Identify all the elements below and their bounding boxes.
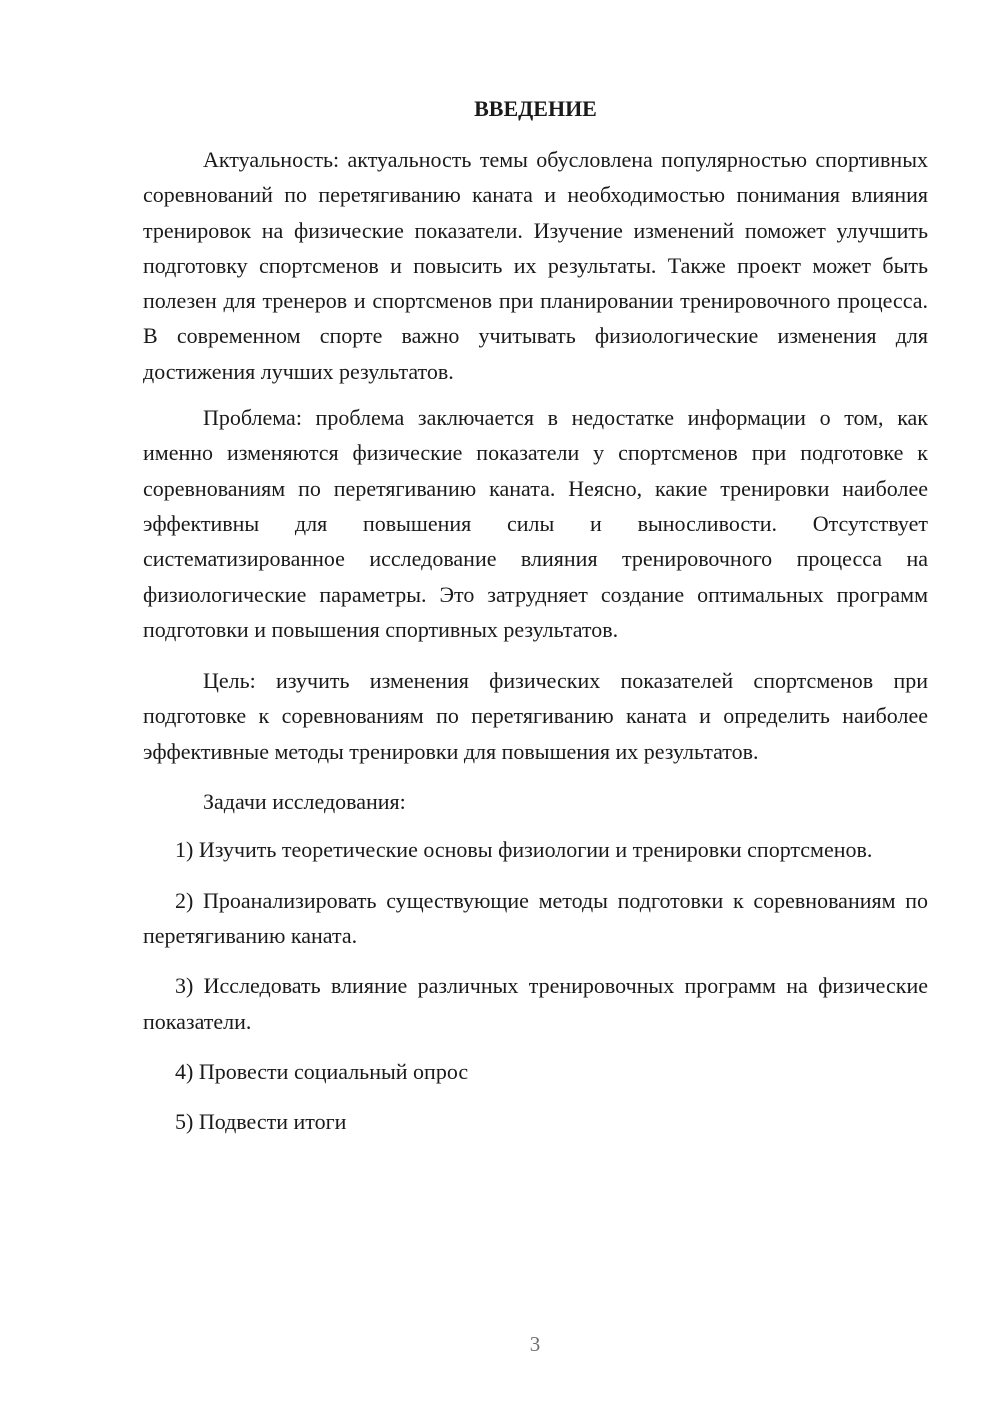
task-item-3: 3) Исследовать влияние различных тренировочных программ на физические показатели. bbox=[143, 973, 928, 1034]
task-item-5: 5) Подвести итоги bbox=[175, 1109, 347, 1135]
paragraph-relevance: Актуальность: актуальность темы обусловлена популярностью спортивных соревнований по перетягиванию каната и необходимостью понимания влияния тренировок на физические показатели. Изучение изменений поможет улучшить подготовку спортсменов и повысить их результаты. Также проект может быть полезен для тренеров и спортсменов при планировании тренировочного процесса. В современном спорте важно учитывать физиологические изменения для достижения лучших результатов. bbox=[143, 147, 928, 384]
task-item-2: 2) Проанализировать существующие методы подготовки к соревнованиям по перетягиванию каната. bbox=[143, 887, 928, 948]
page-content bbox=[143, 94, 928, 1139]
task-item-4: 4) Провести социальный опрос bbox=[175, 1058, 469, 1084]
paragraph-goal: Цель: изучить изменения физических показателей спортсменов при подготовке к соревнованиям по перетягиванию каната и определить наиболее эффективные методы тренировки для повышения их результатов. bbox=[143, 668, 928, 764]
page-title: ВВЕДЕНИЕ bbox=[474, 96, 597, 121]
tasks-heading: Задачи исследования: bbox=[203, 789, 406, 815]
task-item-1: 1) Изучить теоретические основы физиологии и тренировки спортсменов. bbox=[175, 837, 873, 863]
page-number: 3 bbox=[529, 1332, 541, 1356]
paragraph-problem: Проблема: проблема заключается в недостатке информации о том, как именно изменяются физические показатели у спортсменов при подготовке к соревнованиям по перетягиванию каната. Неясно, какие тренировки наиболее эффективны для повышения силы и выносливости. Отсутствует систематизированное исследование влияния тренировочного процесса на физиологические параметры. Это затрудняет создание оптимальных программ подготовки и повышения спортивных результатов. bbox=[143, 405, 928, 642]
